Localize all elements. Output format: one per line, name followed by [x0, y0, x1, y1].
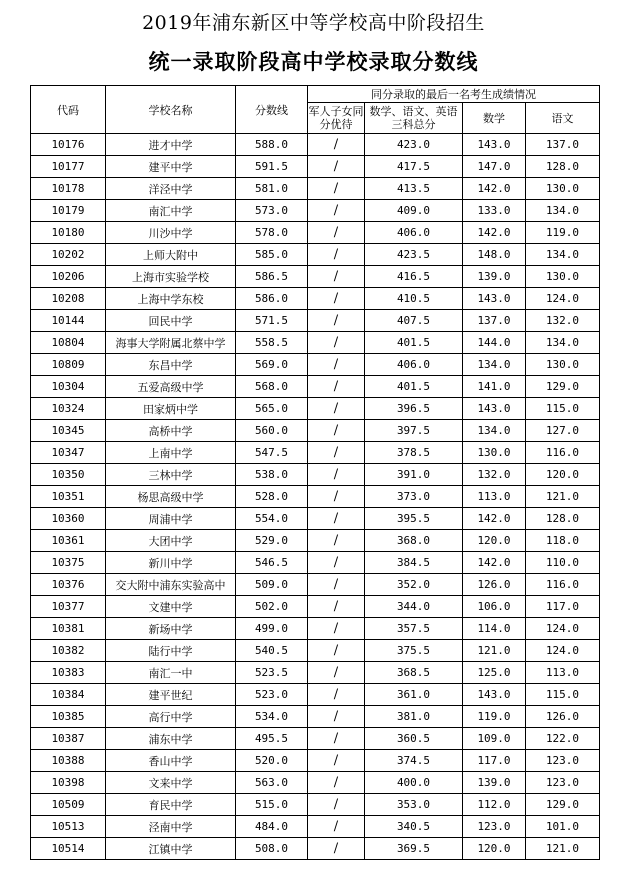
cell-three-subject-total: 400.0	[365, 772, 463, 794]
table-row	[31, 178, 600, 200]
cell-school-name: 上海市实验学校	[106, 266, 236, 288]
cell-code: 10202	[31, 244, 106, 266]
table-row	[31, 288, 600, 310]
table-row	[31, 486, 600, 508]
cell-math: 126.0	[463, 574, 526, 596]
cell-code: 10377	[31, 596, 106, 618]
cell-chinese: 128.0	[526, 508, 600, 530]
cell-score-line: 578.0	[236, 222, 308, 244]
cell-math: 142.0	[463, 222, 526, 244]
table-row	[31, 684, 600, 706]
cell-code: 10361	[31, 530, 106, 552]
table-row	[31, 464, 600, 486]
cell-math: 130.0	[463, 442, 526, 464]
cell-score-line: 571.5	[236, 310, 308, 332]
cell-three-subject-total: 410.5	[365, 288, 463, 310]
cell-school-name: 上师大附中	[106, 244, 236, 266]
cell-military-priority: /	[308, 156, 365, 178]
cell-military-priority: /	[308, 178, 365, 200]
cell-military-priority: /	[308, 596, 365, 618]
cell-military-priority: /	[308, 772, 365, 794]
cell-school-name: 杨思高级中学	[106, 486, 236, 508]
header-three-subject-total: 数学、语文、英语三科总分	[365, 103, 463, 134]
table-row	[31, 838, 600, 860]
cell-score-line: 528.0	[236, 486, 308, 508]
cell-military-priority: /	[308, 288, 365, 310]
cell-math: 143.0	[463, 288, 526, 310]
table-row	[31, 596, 600, 618]
cell-chinese: 126.0	[526, 706, 600, 728]
cell-chinese: 124.0	[526, 288, 600, 310]
cell-school-name: 浦东中学	[106, 728, 236, 750]
cell-chinese: 123.0	[526, 750, 600, 772]
cell-math: 132.0	[463, 464, 526, 486]
table-row	[31, 794, 600, 816]
cell-score-line: 509.0	[236, 574, 308, 596]
cell-code: 10177	[31, 156, 106, 178]
cell-score-line: 547.5	[236, 442, 308, 464]
cell-military-priority: /	[308, 530, 365, 552]
cell-code: 10382	[31, 640, 106, 662]
cell-score-line: 569.0	[236, 354, 308, 376]
cell-school-name: 东昌中学	[106, 354, 236, 376]
cell-code: 10180	[31, 222, 106, 244]
cell-three-subject-total: 409.0	[365, 200, 463, 222]
cell-three-subject-total: 361.0	[365, 684, 463, 706]
cell-military-priority: /	[308, 464, 365, 486]
cell-math: 139.0	[463, 772, 526, 794]
cell-score-line: 586.0	[236, 288, 308, 310]
cell-code: 10514	[31, 838, 106, 860]
cell-chinese: 132.0	[526, 310, 600, 332]
table-row	[31, 750, 600, 772]
cell-military-priority: /	[308, 442, 365, 464]
cell-math: 112.0	[463, 794, 526, 816]
cell-three-subject-total: 373.0	[365, 486, 463, 508]
cell-school-name: 周浦中学	[106, 508, 236, 530]
cell-score-line: 573.0	[236, 200, 308, 222]
cell-military-priority: /	[308, 376, 365, 398]
cell-chinese: 116.0	[526, 574, 600, 596]
cell-three-subject-total: 378.5	[365, 442, 463, 464]
table-row	[31, 706, 600, 728]
cell-chinese: 130.0	[526, 266, 600, 288]
table-row	[31, 618, 600, 640]
cell-math: 143.0	[463, 398, 526, 420]
cell-school-name: 高行中学	[106, 706, 236, 728]
table-row	[31, 442, 600, 464]
cell-math: 134.0	[463, 420, 526, 442]
cell-code: 10345	[31, 420, 106, 442]
cell-chinese: 120.0	[526, 464, 600, 486]
cell-military-priority: /	[308, 706, 365, 728]
cell-military-priority: /	[308, 816, 365, 838]
table-row	[31, 728, 600, 750]
cell-chinese: 121.0	[526, 838, 600, 860]
cell-code: 10144	[31, 310, 106, 332]
cell-school-name: 五爱高级中学	[106, 376, 236, 398]
table-body	[31, 134, 600, 860]
cell-military-priority: /	[308, 640, 365, 662]
cell-military-priority: /	[308, 750, 365, 772]
cell-math: 133.0	[463, 200, 526, 222]
cell-chinese: 101.0	[526, 816, 600, 838]
table-row	[31, 134, 600, 156]
cell-math: 120.0	[463, 530, 526, 552]
cell-score-line: 546.5	[236, 552, 308, 574]
cell-three-subject-total: 413.5	[365, 178, 463, 200]
cell-score-line: 529.0	[236, 530, 308, 552]
table-row	[31, 222, 600, 244]
cell-math: 134.0	[463, 354, 526, 376]
cell-military-priority: /	[308, 310, 365, 332]
cell-chinese: 128.0	[526, 156, 600, 178]
cell-school-name: 南汇中学	[106, 200, 236, 222]
cell-math: 125.0	[463, 662, 526, 684]
cell-math: 121.0	[463, 640, 526, 662]
cell-code: 10350	[31, 464, 106, 486]
table-row	[31, 156, 600, 178]
cell-code: 10347	[31, 442, 106, 464]
cell-chinese: 119.0	[526, 222, 600, 244]
cell-military-priority: /	[308, 244, 365, 266]
cell-score-line: 581.0	[236, 178, 308, 200]
cell-school-name: 育民中学	[106, 794, 236, 816]
cell-code: 10804	[31, 332, 106, 354]
cell-chinese: 110.0	[526, 552, 600, 574]
cell-math: 142.0	[463, 552, 526, 574]
cell-score-line: 554.0	[236, 508, 308, 530]
cell-chinese: 117.0	[526, 596, 600, 618]
cell-score-line: 538.0	[236, 464, 308, 486]
cell-three-subject-total: 381.0	[365, 706, 463, 728]
cell-school-name: 进才中学	[106, 134, 236, 156]
cell-math: 120.0	[463, 838, 526, 860]
table-row	[31, 266, 600, 288]
cell-chinese: 121.0	[526, 486, 600, 508]
cell-three-subject-total: 344.0	[365, 596, 463, 618]
cell-school-name: 新川中学	[106, 552, 236, 574]
cell-school-name: 高桥中学	[106, 420, 236, 442]
cell-military-priority: /	[308, 398, 365, 420]
cell-school-name: 建平世纪	[106, 684, 236, 706]
cell-math: 114.0	[463, 618, 526, 640]
cell-three-subject-total: 401.5	[365, 332, 463, 354]
cell-score-line: 495.5	[236, 728, 308, 750]
cell-chinese: 118.0	[526, 530, 600, 552]
table-row	[31, 816, 600, 838]
cell-score-line: 523.0	[236, 684, 308, 706]
header-chinese: 语文	[526, 103, 600, 134]
cell-score-line: 540.5	[236, 640, 308, 662]
cell-code: 10304	[31, 376, 106, 398]
cell-chinese: 124.0	[526, 618, 600, 640]
header-code: 代码	[31, 86, 106, 134]
cell-school-name: 海事大学附属北蔡中学	[106, 332, 236, 354]
cell-military-priority: /	[308, 662, 365, 684]
cell-military-priority: /	[308, 486, 365, 508]
cell-three-subject-total: 384.5	[365, 552, 463, 574]
cell-school-name: 陆行中学	[106, 640, 236, 662]
cell-math: 143.0	[463, 684, 526, 706]
cell-three-subject-total: 369.5	[365, 838, 463, 860]
cell-chinese: 134.0	[526, 200, 600, 222]
cell-math: 142.0	[463, 508, 526, 530]
cell-math: 117.0	[463, 750, 526, 772]
cell-code: 10176	[31, 134, 106, 156]
cell-score-line: 502.0	[236, 596, 308, 618]
cell-three-subject-total: 375.5	[365, 640, 463, 662]
table-row	[31, 772, 600, 794]
cell-code: 10360	[31, 508, 106, 530]
table-row	[31, 332, 600, 354]
cell-chinese: 129.0	[526, 376, 600, 398]
document-title: 2019年浦东新区中等学校高中阶段招生	[142, 12, 485, 34]
table-row	[31, 530, 600, 552]
table-row	[31, 508, 600, 530]
cell-military-priority: /	[308, 222, 365, 244]
cell-school-name: 上南中学	[106, 442, 236, 464]
cell-math: 142.0	[463, 178, 526, 200]
cell-code: 10375	[31, 552, 106, 574]
table-row	[31, 420, 600, 442]
table-row	[31, 376, 600, 398]
cell-three-subject-total: 406.0	[365, 354, 463, 376]
cell-code: 10398	[31, 772, 106, 794]
cell-three-subject-total: 397.5	[365, 420, 463, 442]
cell-school-name: 上海中学东校	[106, 288, 236, 310]
cell-math: 141.0	[463, 376, 526, 398]
cell-chinese: 137.0	[526, 134, 600, 156]
cell-military-priority: /	[308, 266, 365, 288]
cell-military-priority: /	[308, 354, 365, 376]
cell-three-subject-total: 391.0	[365, 464, 463, 486]
cell-chinese: 113.0	[526, 662, 600, 684]
cell-three-subject-total: 423.0	[365, 134, 463, 156]
cell-three-subject-total: 368.5	[365, 662, 463, 684]
table-row	[31, 244, 600, 266]
cell-math: 106.0	[463, 596, 526, 618]
table-row	[31, 398, 600, 420]
table-row	[31, 310, 600, 332]
table-row	[31, 354, 600, 376]
cell-code: 10387	[31, 728, 106, 750]
cell-code: 10324	[31, 398, 106, 420]
cell-chinese: 116.0	[526, 442, 600, 464]
cell-school-name: 建平中学	[106, 156, 236, 178]
cell-score-line: 523.5	[236, 662, 308, 684]
cell-code: 10509	[31, 794, 106, 816]
cell-school-name: 川沙中学	[106, 222, 236, 244]
cell-score-line: 515.0	[236, 794, 308, 816]
cell-school-name: 新场中学	[106, 618, 236, 640]
cell-score-line: 484.0	[236, 816, 308, 838]
cell-three-subject-total: 374.5	[365, 750, 463, 772]
cell-math: 147.0	[463, 156, 526, 178]
cell-school-name: 田家炳中学	[106, 398, 236, 420]
cell-three-subject-total: 423.5	[365, 244, 463, 266]
cell-three-subject-total: 401.5	[365, 376, 463, 398]
cell-code: 10376	[31, 574, 106, 596]
cell-school-name: 三林中学	[106, 464, 236, 486]
header-group-title: 同分录取的最后一名考生成绩情况	[308, 86, 600, 103]
cell-score-line: 534.0	[236, 706, 308, 728]
score-table	[30, 85, 600, 860]
cell-school-name: 南汇一中	[106, 662, 236, 684]
table-row	[31, 200, 600, 222]
cell-score-line: 588.0	[236, 134, 308, 156]
cell-math: 148.0	[463, 244, 526, 266]
cell-math: 119.0	[463, 706, 526, 728]
cell-chinese: 115.0	[526, 684, 600, 706]
cell-three-subject-total: 416.5	[365, 266, 463, 288]
cell-code: 10206	[31, 266, 106, 288]
cell-military-priority: /	[308, 684, 365, 706]
cell-school-name: 交大附中浦东实验高中	[106, 574, 236, 596]
cell-score-line: 558.5	[236, 332, 308, 354]
cell-three-subject-total: 340.5	[365, 816, 463, 838]
cell-school-name: 文建中学	[106, 596, 236, 618]
cell-math: 113.0	[463, 486, 526, 508]
cell-three-subject-total: 417.5	[365, 156, 463, 178]
cell-math: 123.0	[463, 816, 526, 838]
cell-chinese: 134.0	[526, 244, 600, 266]
cell-score-line: 565.0	[236, 398, 308, 420]
cell-code: 10809	[31, 354, 106, 376]
cell-chinese: 115.0	[526, 398, 600, 420]
cell-military-priority: /	[308, 332, 365, 354]
cell-score-line: 560.0	[236, 420, 308, 442]
cell-three-subject-total: 407.5	[365, 310, 463, 332]
cell-code: 10513	[31, 816, 106, 838]
cell-score-line: 508.0	[236, 838, 308, 860]
cell-military-priority: /	[308, 552, 365, 574]
cell-military-priority: /	[308, 574, 365, 596]
cell-school-name: 泾南中学	[106, 816, 236, 838]
cell-military-priority: /	[308, 134, 365, 156]
cell-math: 144.0	[463, 332, 526, 354]
header-math: 数学	[463, 103, 526, 134]
cell-code: 10208	[31, 288, 106, 310]
cell-chinese: 134.0	[526, 332, 600, 354]
header-score-line: 分数线	[236, 86, 308, 134]
cell-score-line: 591.5	[236, 156, 308, 178]
cell-military-priority: /	[308, 508, 365, 530]
cell-score-line: 585.0	[236, 244, 308, 266]
cell-three-subject-total: 406.0	[365, 222, 463, 244]
cell-military-priority: /	[308, 200, 365, 222]
cell-math: 109.0	[463, 728, 526, 750]
cell-chinese: 129.0	[526, 794, 600, 816]
cell-math: 137.0	[463, 310, 526, 332]
cell-chinese: 130.0	[526, 178, 600, 200]
cell-code: 10381	[31, 618, 106, 640]
cell-code: 10383	[31, 662, 106, 684]
cell-military-priority: /	[308, 728, 365, 750]
cell-code: 10351	[31, 486, 106, 508]
cell-chinese: 123.0	[526, 772, 600, 794]
cell-math: 143.0	[463, 134, 526, 156]
cell-school-name: 大团中学	[106, 530, 236, 552]
cell-three-subject-total: 357.5	[365, 618, 463, 640]
table-row	[31, 640, 600, 662]
cell-score-line: 568.0	[236, 376, 308, 398]
header-school-name: 学校名称	[106, 86, 236, 134]
cell-military-priority: /	[308, 618, 365, 640]
cell-chinese: 127.0	[526, 420, 600, 442]
cell-score-line: 520.0	[236, 750, 308, 772]
cell-code: 10179	[31, 200, 106, 222]
cell-military-priority: /	[308, 838, 365, 860]
cell-chinese: 122.0	[526, 728, 600, 750]
cell-three-subject-total: 368.0	[365, 530, 463, 552]
cell-math: 139.0	[463, 266, 526, 288]
cell-military-priority: /	[308, 420, 365, 442]
cell-three-subject-total: 396.5	[365, 398, 463, 420]
cell-military-priority: /	[308, 794, 365, 816]
cell-code: 10384	[31, 684, 106, 706]
cell-code: 10178	[31, 178, 106, 200]
cell-school-name: 文来中学	[106, 772, 236, 794]
cell-score-line: 563.0	[236, 772, 308, 794]
cell-code: 10385	[31, 706, 106, 728]
cell-chinese: 130.0	[526, 354, 600, 376]
table-row	[31, 574, 600, 596]
cell-three-subject-total: 353.0	[365, 794, 463, 816]
cell-three-subject-total: 395.5	[365, 508, 463, 530]
cell-school-name: 回民中学	[106, 310, 236, 332]
cell-school-name: 香山中学	[106, 750, 236, 772]
cell-score-line: 499.0	[236, 618, 308, 640]
cell-three-subject-total: 352.0	[365, 574, 463, 596]
document-subtitle: 统一录取阶段高中学校录取分数线	[148, 50, 479, 74]
cell-chinese: 124.0	[526, 640, 600, 662]
table-row	[31, 552, 600, 574]
cell-code: 10388	[31, 750, 106, 772]
table-row	[31, 662, 600, 684]
cell-score-line: 586.5	[236, 266, 308, 288]
cell-school-name: 洋泾中学	[106, 178, 236, 200]
cell-school-name: 江镇中学	[106, 838, 236, 860]
header-military-priority: 军人子女同分优待	[308, 103, 365, 134]
cell-three-subject-total: 360.5	[365, 728, 463, 750]
